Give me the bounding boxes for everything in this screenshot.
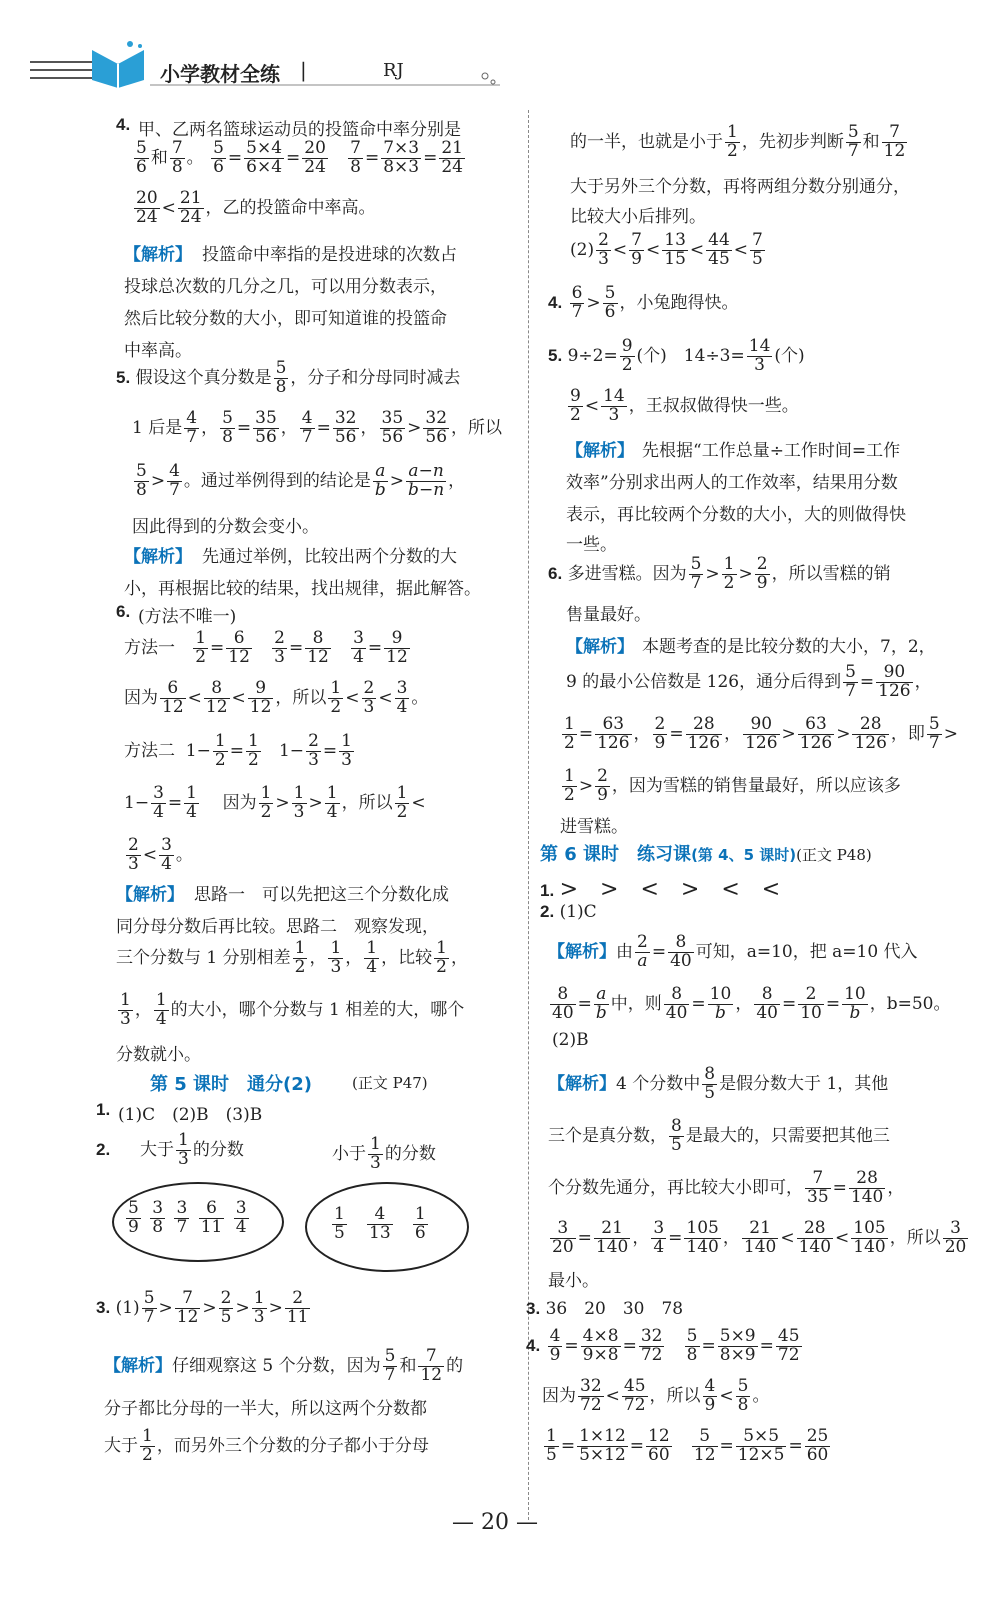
s5q1-answers: (1)C (2)B (3)B: [118, 1105, 263, 1125]
section5-ref: (正文 P47): [352, 1074, 428, 1092]
s6q2-analysis2-line1: 【解析】4 个分数中 $\frac{8}{5}$ 是假分数大于 1，其他: [548, 1064, 889, 1103]
q6-analysis-line3: 三个分数与 1 分别相差 $\frac{1}{2}$ ， $\frac{1}{3}$ ， $\frac{1}{4}$ ，比较 $\frac{1}{2}$ ，: [116, 938, 468, 977]
q4-analysis-line2: 投球总次数的几分之几，可以用分数表示，: [124, 277, 447, 297]
s6q2-analysis2-line4: $\frac{3}{20}$ = $\frac{21}{140}$ ， $\frac{3}{4}$ = $\frac{105}{140}$ ， $\frac{21}{140}$ < $\frac{28}{140}$ < $\frac{105}{140}$ ，所以 $\frac{3}{20}$: [552, 1218, 967, 1257]
r-q6-line2: 售量最好。: [566, 605, 651, 625]
q6-analysis-line4: $\frac{1}{3}$ ， $\frac{1}{4}$ 的大小，哪个分数与 1 相差的大，哪个: [120, 990, 465, 1029]
page-number: — 20 —: [452, 1510, 538, 1535]
s6q2-analysis2-line2: 三个是真分数， $\frac{8}{5}$ 是最大的，只需要把其他三: [548, 1116, 890, 1155]
s5q1-number: 1.: [96, 1100, 111, 1119]
r-q5-analysis-line4: 一些。: [566, 535, 617, 555]
s5q2-less-label: 小于 $\frac{1}{3}$ 的分数: [332, 1134, 436, 1173]
s6q4-line2: 因为 $\frac{32}{72}$ < $\frac{45}{72}$ ，所以 $\frac{4}{9}$ < $\frac{5}{8}$ 。: [542, 1376, 770, 1415]
right-cont-line4: (2) $\frac{2}{3}$ < $\frac{7}{9}$ < $\frac{13}{15}$ < $\frac{44}{45}$ < $\frac{7}{5}$: [570, 230, 763, 269]
right-cont-line3: 比较大小后排列。: [570, 207, 706, 227]
s6q2-part1: 2. (1)C: [540, 902, 597, 922]
section5-title: 第 5 课时 通分(2): [150, 1074, 313, 1095]
q5-line3: $\frac{5}{8}$ > $\frac{4}{7}$ 。通过举例得到的结论是 $\frac{a}{b}$ > $\frac{a-n}{b-n}$ ，: [136, 461, 466, 500]
s6q2-analysis2-line3: 个分数先通分，再比较大小即可， $\frac{7}{35}$ = $\frac{28}{140}$ ，: [548, 1168, 905, 1207]
q4-line3: $\frac{20}{24}$ < $\frac{21}{24}$ ，乙的投篮命中率高。: [136, 188, 376, 227]
r-q6-line1: 6. 多进雪糕。因为 $\frac{5}{7}$ > $\frac{1}{2}$ > $\frac{2}{9}$ ，所以雪糕的销: [548, 554, 891, 593]
q4-number: 4.: [116, 115, 131, 134]
s5q3-analysis-line2: 分子都比分母的一半大，所以这两个分数都: [104, 1399, 427, 1419]
q6-method2-end: $\frac{2}{3}$ < $\frac{3}{4}$ 。: [128, 835, 193, 874]
r-q5-line1: 5. 9÷2= $\frac{9}{2}$ (个) 14÷3= $\frac{14}{3}$ (个): [548, 336, 805, 375]
r-q6-analysis-line1: 本题考查的是比较分数的大小，7，2，: [642, 637, 936, 657]
s5q3-line1: 3. (1) $\frac{5}{7}$ > $\frac{7}{12}$ > $\frac{2}{5}$ > $\frac{1}{3}$ > $\frac{2}{11}$: [96, 1288, 309, 1327]
s5q2-number: 2.: [96, 1140, 111, 1159]
r-q5-line2: $\frac{9}{2}$ < $\frac{14}{3}$ ，王叔叔做得快一些。: [570, 386, 799, 425]
q6-compare1: 因为 $\frac{6}{12}$ < $\frac{8}{12}$ < $\frac{9}{12}$ ，所以 $\frac{1}{2}$ < $\frac{2}{3}$ < $\frac{3}{4}$ 。: [124, 678, 429, 717]
q6-note: (方法不唯一): [138, 607, 237, 627]
q6-analysis-line5: 分数就小。: [116, 1045, 201, 1065]
q6-number: 6.: [116, 602, 131, 621]
s5q3-analysis-line3: 大于 $\frac{1}{2}$ ，而另外三个分数的分子都小于分母: [104, 1426, 429, 1465]
s5q2-greater-label: 大于 $\frac{1}{3}$ 的分数: [140, 1130, 244, 1169]
greater-than-third-fractions: $\frac{5}{9}$ $\frac{3}{8}$ $\frac{3}{7}$ $\frac{6}{11}$ $\frac{3}{4}$: [128, 1198, 247, 1237]
right-cont-line1: 的一半，也就是小于 $\frac{1}{2}$ ，先初步判断 $\frac{5}{7}$ 和 $\frac{7}{12}$: [570, 122, 906, 161]
q4-line2: $\frac{5}{6}$ 和 $\frac{7}{8}$ 。 $\frac{5}{6}$ = $\frac{5\times 4}{6\times 4}$ = $\frac{20}{24}$ $\frac{7}{8}$ = $\frac{7\times 3}{8\times 3}$ = $\frac{21}{24}$: [136, 138, 463, 177]
s6q2-analysis2-line5: 最小。: [548, 1271, 599, 1291]
q5-line4: 因此得到的分数会变小。: [132, 517, 319, 537]
q6-method1: 方法一 $\frac{1}{2}$ = $\frac{6}{12}$ $\frac{2}{3}$ = $\frac{8}{12}$ $\frac{3}{4}$ = $\frac{9}{12}$: [124, 628, 408, 667]
q4-analysis-line1: 投篮命中率指的是投进球的次数占: [202, 245, 457, 265]
q6-analysis-line2: 同分母分数后再比较。思路二 观察发现，: [116, 917, 439, 937]
r-q6-analysis-line5: 进雪糕。: [560, 817, 628, 837]
header-edition: RJ: [383, 60, 404, 81]
header-title: 小学教材全练: [160, 62, 280, 86]
q4-analysis-tag: 【解析】: [124, 245, 192, 265]
less-than-third-fractions: $\frac{1}{5}$ $\frac{4}{13}$ $\frac{1}{6}$: [334, 1204, 426, 1243]
s6q4-line3: $\frac{1}{5}$ = $\frac{1\times 12}{5\times 12}$ = $\frac{12}{60}$ $\frac{5}{12}$ = $\frac{5\times 5}{12\times 5}$ = $\frac{25}{60}$: [546, 1426, 829, 1465]
r-q6-analysis-tag: 【解析】: [566, 637, 634, 657]
q6-analysis-tag: 【解析】: [116, 885, 184, 905]
s6q1: 1. > > < > < <: [540, 877, 781, 902]
s6q2-analysis-line1: 【解析】由 $\frac{2}{a}$ = $\frac{8}{40}$ 可知，a=10，把 a=10 代入: [548, 932, 918, 971]
q4-analysis-line4: 中率高。: [124, 341, 192, 361]
q5-analysis-tag: 【解析】: [124, 547, 192, 567]
s6q3: 3. 36 20 30 78: [526, 1299, 684, 1319]
q6-method2: 方法二 1− $\frac{1}{2}$ = $\frac{1}{2}$ 1− $\frac{2}{3}$ = $\frac{1}{3}$: [124, 731, 352, 770]
q6-analysis-line1: 思路一 可以先把这三个分数化成: [194, 885, 449, 905]
r-q5-analysis-line3: 表示，再比较两个分数的大小，大的则做得快: [566, 505, 906, 525]
right-cont-line2: 大于另外三个分数，再将两组分数分别通分，: [570, 177, 910, 197]
q5-line1: 5. 假设这个真分数是 $\frac{5}{8}$ ，分子和分母同时减去: [116, 358, 461, 397]
q5-line2: 1 后是 $\frac{4}{7}$ ， $\frac{5}{8}$ = $\frac{35}{56}$ ， $\frac{4}{7}$ = $\frac{32}{56}$ ， $\frac{35}{56}$ > $\frac{32}{56}$ ，所以: [132, 408, 503, 447]
r-q5-analysis-tag: 【解析】: [566, 441, 634, 461]
s6q4-line1: 4. $\frac{4}{9}$ = $\frac{4\times 8}{9\times 8}$ = $\frac{32}{72}$ $\frac{5}{8}$ = $\frac{5\times 9}{8\times 9}$ = $\frac{45}{72}$: [526, 1326, 800, 1365]
q5-analysis-line1: 先通过举例，比较出两个分数的大: [202, 547, 457, 567]
section6-heading: 第 6 课时 练习课(第 4、5 课时)(正文 P48): [540, 844, 872, 865]
q5-analysis-line2: 小，再根据比较的结果，找出规律，据此解答。: [124, 579, 481, 599]
s6q2-analysis-line2: $\frac{8}{40}$ = $\frac{a}{b}$ 中，则 $\frac{8}{40}$ = $\frac{10}{b}$ ， $\frac{8}{40}$ = $\frac{2}{10}$ = $\frac{10}{b}$ ，b=50。: [552, 984, 951, 1023]
r-q6-analysis-line2: 9 的最小公倍数是 126，通分后得到 $\frac{5}{7}$ = $\frac{90}{126}$ ，: [566, 662, 932, 701]
q4-analysis-line3: 然后比较分数的大小，即可知道谁的投篮命: [124, 309, 447, 329]
s6q2-part2: (2)B: [552, 1030, 589, 1050]
r-q5-analysis-line1: 先根据“工作总量÷工作时间=工作: [642, 441, 901, 461]
r-q6-analysis-line3: $\frac{1}{2}$ = $\frac{63}{126}$ ， $\frac{2}{9}$ = $\frac{28}{126}$ ， $\frac{90}{126}$ > $\frac{63}{126}$ > $\frac{28}{126}$ ，即 $\frac{5}{7}$ >: [564, 714, 958, 753]
r-q6-analysis-line4: $\frac{1}{2}$ > $\frac{2}{9}$ ，因为雪糕的销售量最好，所以应该多: [564, 766, 901, 805]
q4-line1: 甲、乙两名篮球运动员的投篮命中率分别是: [138, 120, 461, 140]
r-q5-analysis-line2: 效率”分别求出两人的工作效率，结果用分数: [566, 473, 898, 493]
r-q4: 4. $\frac{6}{7}$ > $\frac{5}{6}$ ，小兔跑得快。: [548, 283, 739, 322]
q6-method2-cont: 1− $\frac{3}{4}$ = $\frac{1}{4}$ 因为 $\frac{1}{2}$ > $\frac{1}{3}$ > $\frac{1}{4}$ ，所以 $\frac{1}{2}$ <: [124, 783, 426, 822]
header-separator: |: [300, 58, 307, 82]
s5q3-analysis-line1: 【解析】仔细观察这 5 个分数，因为 $\frac{5}{7}$ 和 $\frac{7}{12}$ 的: [104, 1346, 464, 1385]
